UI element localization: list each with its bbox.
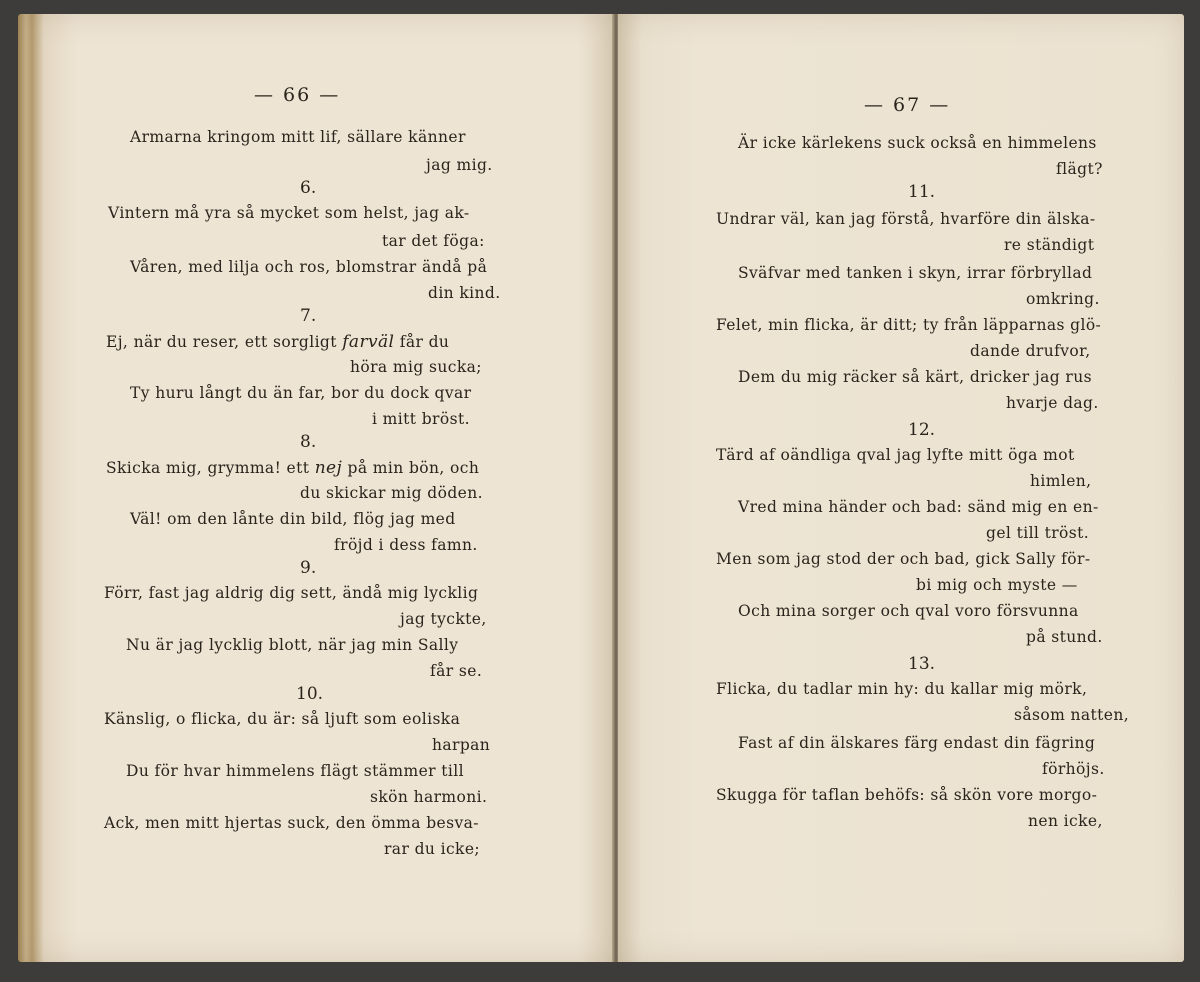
verse-line: får se.: [430, 662, 483, 680]
verse-line: Är icke kärlekens suck också en himmelens: [738, 134, 1097, 152]
stanza-number: 10.: [296, 684, 324, 704]
verse-text: Ej, när du reser, ett sorgligt: [106, 333, 337, 351]
verse-line: din kind.: [428, 284, 501, 302]
verse-line: rar du icke;: [384, 840, 481, 858]
verse-line: Tärd af oändliga qval jag lyfte mitt öga mot: [716, 446, 1075, 464]
verse-line: flägt?: [1056, 160, 1103, 178]
stanza-number: 11.: [908, 182, 936, 202]
verse-line: Nu är jag lycklig blott, när jag min Sally: [126, 636, 459, 654]
verse-line: Undrar väl, kan jag förstå, hvarföre din älska-: [716, 210, 1096, 228]
verse-line: Flicka, du tadlar min hy: du kallar mig mörk,: [716, 680, 1088, 698]
verse-line: Väl! om den lånte din bild, flög jag med: [130, 510, 456, 528]
verse-line: Fast af din älskares färg endast din fägring: [738, 734, 1096, 752]
left-page: [18, 14, 614, 962]
verse-line: Och mina sorger och qval voro försvunna: [738, 602, 1079, 620]
verse-line: omkring.: [1026, 290, 1100, 308]
verse-line: Vintern må yra så mycket som helst, jag ak-: [108, 204, 470, 222]
verse-line: Känslig, o flicka, du är: så ljuft som eoliska: [104, 710, 461, 728]
verse-line: Skugga för taflan behöfs: så skön vore morgo-: [716, 786, 1098, 804]
verse-line: såsom natten,: [1014, 706, 1130, 724]
emphasized-word: nej: [314, 458, 343, 478]
verse-text: får du: [399, 333, 450, 351]
stanza-number: 6.: [300, 178, 317, 198]
verse-line: skön harmoni.: [370, 788, 488, 806]
stanza-number: 9.: [300, 558, 317, 578]
verse-text: på min bön, och: [347, 459, 480, 477]
verse-line: dande drufvor,: [970, 342, 1091, 360]
verse-line: du skickar mig döden.: [300, 484, 483, 502]
emphasized-word: farväl: [342, 332, 395, 352]
verse-text: Skicka mig, grymma! ett: [106, 459, 310, 477]
verse-line: Du för hvar himmelens flägt stämmer till: [126, 762, 465, 780]
verse-line: Vred mina händer och bad: sänd mig en en-: [738, 498, 1099, 516]
verse-line: bi mig och myste —: [916, 576, 1078, 594]
stanza-number: 13.: [908, 654, 936, 674]
verse-line: Ack, men mitt hjertas suck, den ömma besva-: [104, 814, 479, 832]
verse-line: Dem du mig räcker så kärt, dricker jag rus: [738, 368, 1092, 386]
verse-line: jag mig.: [426, 156, 493, 174]
verse-line: jag tyckte,: [400, 610, 487, 628]
verse-line: förhöjs.: [1042, 760, 1105, 778]
verse-line: Förr, fast jag aldrig dig sett, ändå mig lycklig: [104, 584, 479, 602]
verse-line: nen icke,: [1028, 812, 1103, 830]
verse-line: re ständigt: [1004, 236, 1095, 254]
stanza-number: 8.: [300, 432, 317, 452]
verse-line: Armarna kringom mitt lif, sällare känner: [130, 128, 466, 146]
page-number-right: — 67 —: [864, 94, 951, 116]
open-book: [18, 14, 1186, 962]
page-number-left: — 66 —: [254, 84, 341, 106]
verse-line: Men som jag stod der och bad, gick Sally för-: [716, 550, 1091, 568]
verse-line: på stund.: [1026, 628, 1103, 646]
stanza-number: 12.: [908, 420, 936, 440]
stanza-number: 7.: [300, 306, 317, 326]
verse-line: Felet, min flicka, är ditt; ty från läpparnas glö-: [716, 316, 1102, 334]
verse-line: fröjd i dess famn.: [334, 536, 478, 554]
verse-line: [106, 458, 479, 478]
verse-line: harpan: [432, 736, 491, 754]
verse-line: i mitt bröst.: [372, 410, 470, 428]
verse-line: [106, 332, 449, 352]
verse-line: Ty huru långt du än far, bor du dock qvar: [130, 384, 472, 402]
verse-line: tar det föga:: [382, 232, 485, 250]
verse-line: himlen,: [1030, 472, 1092, 490]
verse-line: gel till tröst.: [986, 524, 1090, 542]
right-page: [618, 14, 1184, 962]
verse-line: Sväfvar med tanken i skyn, irrar förbryllad: [738, 264, 1093, 282]
verse-line: hvarje dag.: [1006, 394, 1099, 412]
verse-line: höra mig sucka;: [350, 358, 482, 376]
verse-line: Våren, med lilja och ros, blomstrar ändå på: [130, 258, 488, 276]
